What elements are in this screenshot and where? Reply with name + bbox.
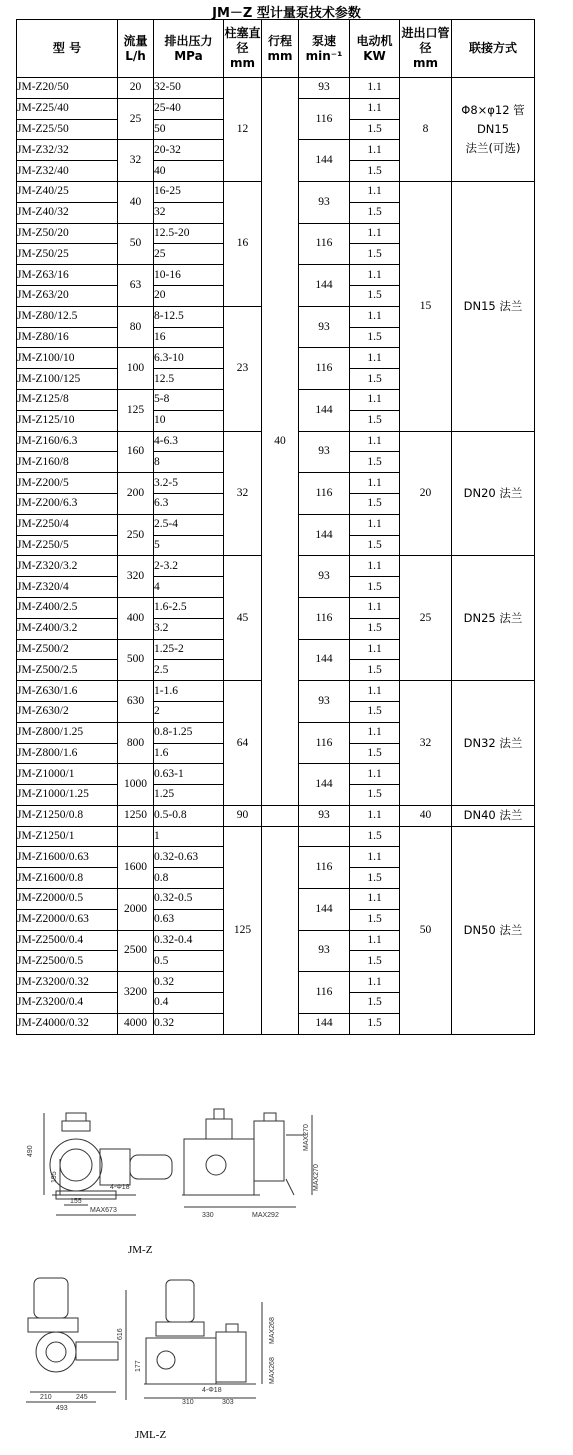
cell-plunger: 16 (224, 181, 262, 306)
cell-motor: 1.1 (350, 639, 400, 660)
cell-model: JM-Z1600/0.8 (17, 868, 118, 889)
cell-port: 40 (400, 805, 452, 826)
dim-holes: 4-Φ18 (110, 1184, 130, 1191)
cell-flow: 100 (118, 348, 154, 390)
cell-motor: 1.5 (350, 202, 400, 223)
cell-speed (299, 826, 350, 847)
cell-motor: 1.1 (350, 431, 400, 452)
cell-speed: 144 (299, 389, 350, 431)
cell-model: JM-Z63/16 (17, 265, 118, 286)
cell-model: JM-Z250/5 (17, 535, 118, 556)
cell-flow: 50 (118, 223, 154, 265)
cell-motor: 1.5 (350, 244, 400, 265)
cell-model: JM-Z25/40 (17, 98, 118, 119)
cell-model: JM-Z50/25 (17, 244, 118, 265)
cell-flow: 1000 (118, 764, 154, 806)
cell-motor: 1.5 (350, 535, 400, 556)
cell-flow: 630 (118, 681, 154, 723)
dim-245: 245 (76, 1394, 88, 1401)
cell-stroke (262, 805, 299, 826)
motor-shape (130, 1155, 172, 1179)
cell-flow: 20 (118, 78, 154, 99)
dim-616: 616 (117, 1328, 124, 1340)
cell-conn: DN50 法兰 (452, 826, 535, 1034)
cell-port: 50 (400, 826, 452, 1034)
cell-flow: 63 (118, 265, 154, 307)
cell-model: JM-Z200/6.3 (17, 493, 118, 514)
cell-model: JM-Z800/1.25 (17, 722, 118, 743)
cell-model: JM-Z160/8 (17, 452, 118, 473)
cell-motor: 1.1 (350, 597, 400, 618)
cell-pressure: 3.2 (154, 618, 224, 639)
cell-pressure: 0.63 (154, 909, 224, 930)
cell-flow: 800 (118, 722, 154, 764)
cell-motor: 1.5 (350, 701, 400, 722)
cell-motor: 1.1 (350, 181, 400, 202)
cell-speed: 93 (299, 930, 350, 972)
cell-pressure: 0.32-0.5 (154, 889, 224, 910)
cell-motor: 1.5 (350, 826, 400, 847)
jml-z-outline-drawing (16, 1272, 556, 1432)
cell-motor: 1.1 (350, 306, 400, 327)
cell-speed: 116 (299, 98, 350, 140)
cell-model: JM-Z80/12.5 (17, 306, 118, 327)
cell-model: JM-Z1250/0.8 (17, 805, 118, 826)
cell-model: JM-Z160/6.3 (17, 431, 118, 452)
cell-flow: 400 (118, 597, 154, 639)
cell-model: JM-Z25/50 (17, 119, 118, 140)
dim-195: 195 (51, 1171, 58, 1183)
cell-speed: 116 (299, 847, 350, 889)
dim-493: 493 (56, 1405, 68, 1412)
cell-pressure: 0.8-1.25 (154, 722, 224, 743)
cell-model: JM-Z2000/0.63 (17, 909, 118, 930)
cell-model: JM-Z3200/0.4 (17, 993, 118, 1014)
cell-model: JM-Z2500/0.5 (17, 951, 118, 972)
cell-pressure: 25-40 (154, 98, 224, 119)
table-row (17, 805, 535, 826)
cell-pressure: 1.25 (154, 785, 224, 806)
cell-pressure: 1-1.6 (154, 681, 224, 702)
cell-flow: 160 (118, 431, 154, 473)
cell-model: JM-Z320/3.2 (17, 556, 118, 577)
cell-port: 8 (400, 78, 452, 182)
cell-speed: 93 (299, 431, 350, 473)
cell-motor: 1.1 (350, 930, 400, 951)
cell-speed: 93 (299, 556, 350, 598)
cell-pressure: 5 (154, 535, 224, 556)
cell-flow: 250 (118, 514, 154, 556)
cell-motor: 1.1 (350, 847, 400, 868)
cell-pressure: 1.6-2.5 (154, 597, 224, 618)
cell-motor: 1.1 (350, 223, 400, 244)
pump-head-shape (36, 1332, 76, 1372)
table-row (17, 78, 535, 99)
cell-motor: 1.1 (350, 78, 400, 99)
cell-model: JM-Z630/2 (17, 701, 118, 722)
cell-motor: 1.1 (350, 889, 400, 910)
dim-210: 210 (40, 1394, 52, 1401)
cell-flow: 32 (118, 140, 154, 182)
cell-model: JM-Z1600/0.63 (17, 847, 118, 868)
spec-table (16, 19, 535, 1035)
cell-motor: 1.5 (350, 951, 400, 972)
cell-speed: 144 (299, 764, 350, 806)
dim-max270-a: MAX270 (303, 1124, 310, 1151)
cell-model: JM-Z20/50 (17, 78, 118, 99)
cell-flow: 40 (118, 181, 154, 223)
cell-plunger: 125 (224, 826, 262, 1034)
cell-speed: 93 (299, 805, 350, 826)
dim-max292: MAX292 (252, 1212, 279, 1219)
cell-pressure: 32-50 (154, 78, 224, 99)
caption-jml-z: JML-Z (135, 1429, 167, 1441)
cell-motor: 1.1 (350, 473, 400, 494)
cell-speed: 93 (299, 306, 350, 348)
cell-flow: 4000 (118, 1013, 154, 1034)
cell-pressure: 12.5 (154, 369, 224, 390)
cell-speed: 144 (299, 514, 350, 556)
cell-pressure: 25 (154, 244, 224, 265)
cell-speed: 116 (299, 473, 350, 515)
cell-pressure: 16-25 (154, 181, 224, 202)
cell-model: JM-Z630/1.6 (17, 681, 118, 702)
header-row (17, 20, 535, 78)
header-flow: 流量 L/h (118, 20, 154, 78)
cell-pressure: 0.63-1 (154, 764, 224, 785)
cell-model: JM-Z200/5 (17, 473, 118, 494)
cell-motor: 1.5 (350, 660, 400, 681)
dim-303: 303 (222, 1399, 234, 1406)
cell-port: 25 (400, 556, 452, 681)
cell-pressure: 1 (154, 826, 224, 847)
cell-plunger: 90 (224, 805, 262, 826)
motor-shape (34, 1278, 68, 1318)
cell-model: JM-Z2500/0.4 (17, 930, 118, 951)
header-stroke: 行程 mm (262, 20, 299, 78)
cell-model: JM-Z2000/0.5 (17, 889, 118, 910)
cell-port: 32 (400, 681, 452, 806)
cell-pressure: 0.32-0.63 (154, 847, 224, 868)
cell-plunger: 32 (224, 431, 262, 556)
jm-z-outline-drawing (16, 1105, 556, 1255)
cell-pressure: 10-16 (154, 265, 224, 286)
cell-motor: 1.1 (350, 514, 400, 535)
cell-motor: 1.1 (350, 389, 400, 410)
cell-flow (118, 826, 154, 847)
cell-model: JM-Z80/16 (17, 327, 118, 348)
cell-motor: 1.5 (350, 909, 400, 930)
cell-pressure: 0.32 (154, 1013, 224, 1034)
cell-motor: 1.1 (350, 348, 400, 369)
cell-motor: 1.1 (350, 265, 400, 286)
cell-plunger: 64 (224, 681, 262, 806)
cell-pressure: 6.3-10 (154, 348, 224, 369)
cell-model: JM-Z400/3.2 (17, 618, 118, 639)
dim-max270-b: MAX270 (313, 1164, 320, 1191)
cell-model: JM-Z400/2.5 (17, 597, 118, 618)
cell-model: JM-Z250/4 (17, 514, 118, 535)
caption-jm-z: JM-Z (128, 1244, 153, 1256)
table-row (17, 826, 535, 847)
cell-motor: 1.5 (350, 1013, 400, 1034)
cell-conn: DN32 法兰 (452, 681, 535, 806)
cell-pressure: 0.32-0.4 (154, 930, 224, 951)
cell-pressure: 20 (154, 285, 224, 306)
cell-model: JM-Z500/2.5 (17, 660, 118, 681)
header-port: 进出口管径 mm (400, 20, 452, 78)
cell-motor: 1.1 (350, 722, 400, 743)
cell-pressure: 0.8 (154, 868, 224, 889)
cell-motor: 1.1 (350, 972, 400, 993)
cell-motor: 1.5 (350, 161, 400, 182)
cell-model: JM-Z4000/0.32 (17, 1013, 118, 1034)
cell-motor: 1.1 (350, 98, 400, 119)
cell-flow: 500 (118, 639, 154, 681)
cell-model: JM-Z100/10 (17, 348, 118, 369)
cell-model: JM-Z63/20 (17, 285, 118, 306)
cell-speed: 144 (299, 265, 350, 307)
cell-pressure: 12.5-20 (154, 223, 224, 244)
dim-330: 330 (202, 1212, 214, 1219)
cell-flow: 200 (118, 473, 154, 515)
cell-model: JM-Z1000/1 (17, 764, 118, 785)
cell-pressure: 20-32 (154, 140, 224, 161)
cell-flow: 320 (118, 556, 154, 598)
cell-motor: 1.5 (350, 785, 400, 806)
cell-plunger: 12 (224, 78, 262, 182)
cell-motor: 1.5 (350, 993, 400, 1014)
dim-max268-b: MAX268 (269, 1357, 276, 1384)
cell-motor: 1.5 (350, 369, 400, 390)
cell-model: JM-Z1000/1.25 (17, 785, 118, 806)
cell-motor: 1.5 (350, 618, 400, 639)
cell-speed: 116 (299, 597, 350, 639)
cell-pressure: 40 (154, 161, 224, 182)
cell-pressure: 2-3.2 (154, 556, 224, 577)
cell-pressure: 8 (154, 452, 224, 473)
cell-model: JM-Z800/1.6 (17, 743, 118, 764)
cell-conn: DN20 法兰 (452, 431, 535, 556)
cell-flow: 80 (118, 306, 154, 348)
cell-pressure: 3.2-5 (154, 473, 224, 494)
cell-model: JM-Z40/32 (17, 202, 118, 223)
cell-motor: 1.5 (350, 327, 400, 348)
cell-speed: 93 (299, 681, 350, 723)
cell-flow: 1600 (118, 847, 154, 889)
cell-speed: 116 (299, 722, 350, 764)
cell-model: JM-Z500/2 (17, 639, 118, 660)
cell-motor: 1.1 (350, 140, 400, 161)
cell-motor: 1.1 (350, 556, 400, 577)
cell-flow: 2000 (118, 889, 154, 931)
cell-model: JM-Z3200/0.32 (17, 972, 118, 993)
cell-model: JM-Z50/20 (17, 223, 118, 244)
header-pressure: 排出压力 MPa (154, 20, 224, 78)
dim-max268-a: MAX268 (269, 1317, 276, 1344)
cell-model: JM-Z100/125 (17, 369, 118, 390)
cell-motor: 1.1 (350, 805, 400, 826)
cell-motor: 1.5 (350, 577, 400, 598)
cell-pressure: 0.4 (154, 993, 224, 1014)
dim-holes: 4-Φ18 (202, 1387, 222, 1394)
cell-pressure: 2 (154, 701, 224, 722)
cell-pressure: 32 (154, 202, 224, 223)
cell-speed: 144 (299, 639, 350, 681)
cell-flow: 2500 (118, 930, 154, 972)
cell-model: JM-Z320/4 (17, 577, 118, 598)
cell-conn: DN15 法兰 (452, 181, 535, 431)
dim-155: 155 (70, 1198, 82, 1205)
cell-motor: 1.5 (350, 493, 400, 514)
cell-pressure: 2.5-4 (154, 514, 224, 535)
cell-pressure: 16 (154, 327, 224, 348)
cell-speed: 144 (299, 889, 350, 931)
cell-flow: 125 (118, 389, 154, 431)
cell-model: JM-Z40/25 (17, 181, 118, 202)
cell-motor: 1.1 (350, 764, 400, 785)
dim-max673: MAX673 (90, 1207, 117, 1214)
cell-stroke: 40 (262, 78, 299, 806)
spec-table-body (17, 78, 535, 1035)
header-motor: 电动机 KW (350, 20, 400, 78)
cell-pressure: 4 (154, 577, 224, 598)
cell-model: JM-Z32/40 (17, 161, 118, 182)
cell-pressure: 6.3 (154, 493, 224, 514)
cell-model: JM-Z125/10 (17, 410, 118, 431)
cell-pressure: 0.32 (154, 972, 224, 993)
cell-speed: 116 (299, 348, 350, 390)
cell-model: JM-Z32/32 (17, 140, 118, 161)
cell-conn: DN25 法兰 (452, 556, 535, 681)
dim-310: 310 (182, 1399, 194, 1406)
cell-pressure: 4-6.3 (154, 431, 224, 452)
cell-stroke (262, 826, 299, 1034)
cell-pressure: 8-12.5 (154, 306, 224, 327)
cell-model: JM-Z1250/1 (17, 826, 118, 847)
cell-flow: 3200 (118, 972, 154, 1014)
cell-motor: 1.5 (350, 410, 400, 431)
cell-plunger: 23 (224, 306, 262, 431)
cell-pressure: 0.5-0.8 (154, 805, 224, 826)
cell-conn: Φ8×φ12 管 DN15 法兰(可选) (452, 78, 535, 182)
cell-pressure: 1.25-2 (154, 639, 224, 660)
cell-motor: 1.5 (350, 452, 400, 473)
cell-speed: 144 (299, 140, 350, 182)
cell-speed: 116 (299, 972, 350, 1014)
cell-flow: 25 (118, 98, 154, 140)
cell-motor: 1.5 (350, 119, 400, 140)
cell-plunger: 45 (224, 556, 262, 681)
cell-pressure: 10 (154, 410, 224, 431)
cell-speed: 93 (299, 78, 350, 99)
page-title: JM－Z 型计量泵技术参数 (212, 6, 361, 21)
header-model: 型 号 (17, 20, 118, 78)
header-plunger: 柱塞直径 mm (224, 20, 262, 78)
cell-speed: 116 (299, 223, 350, 265)
cell-motor: 1.1 (350, 681, 400, 702)
header-speed: 泵速 min⁻¹ (299, 20, 350, 78)
cell-pressure: 50 (154, 119, 224, 140)
cell-speed: 93 (299, 181, 350, 223)
cell-pressure: 5-8 (154, 389, 224, 410)
cell-speed: 144 (299, 1013, 350, 1034)
cell-flow: 1250 (118, 805, 154, 826)
cell-port: 20 (400, 431, 452, 556)
dim-177: 177 (135, 1360, 142, 1372)
header-connection: 联接方式 (452, 20, 535, 78)
cell-motor: 1.5 (350, 743, 400, 764)
cell-conn: DN40 法兰 (452, 805, 535, 826)
cell-pressure: 1.6 (154, 743, 224, 764)
cell-motor: 1.5 (350, 868, 400, 889)
cell-model: JM-Z125/8 (17, 389, 118, 410)
dim-490: 490 (27, 1145, 34, 1157)
cell-pressure: 2.5 (154, 660, 224, 681)
cell-pressure: 0.5 (154, 951, 224, 972)
cell-motor: 1.5 (350, 285, 400, 306)
cell-port: 15 (400, 181, 452, 431)
